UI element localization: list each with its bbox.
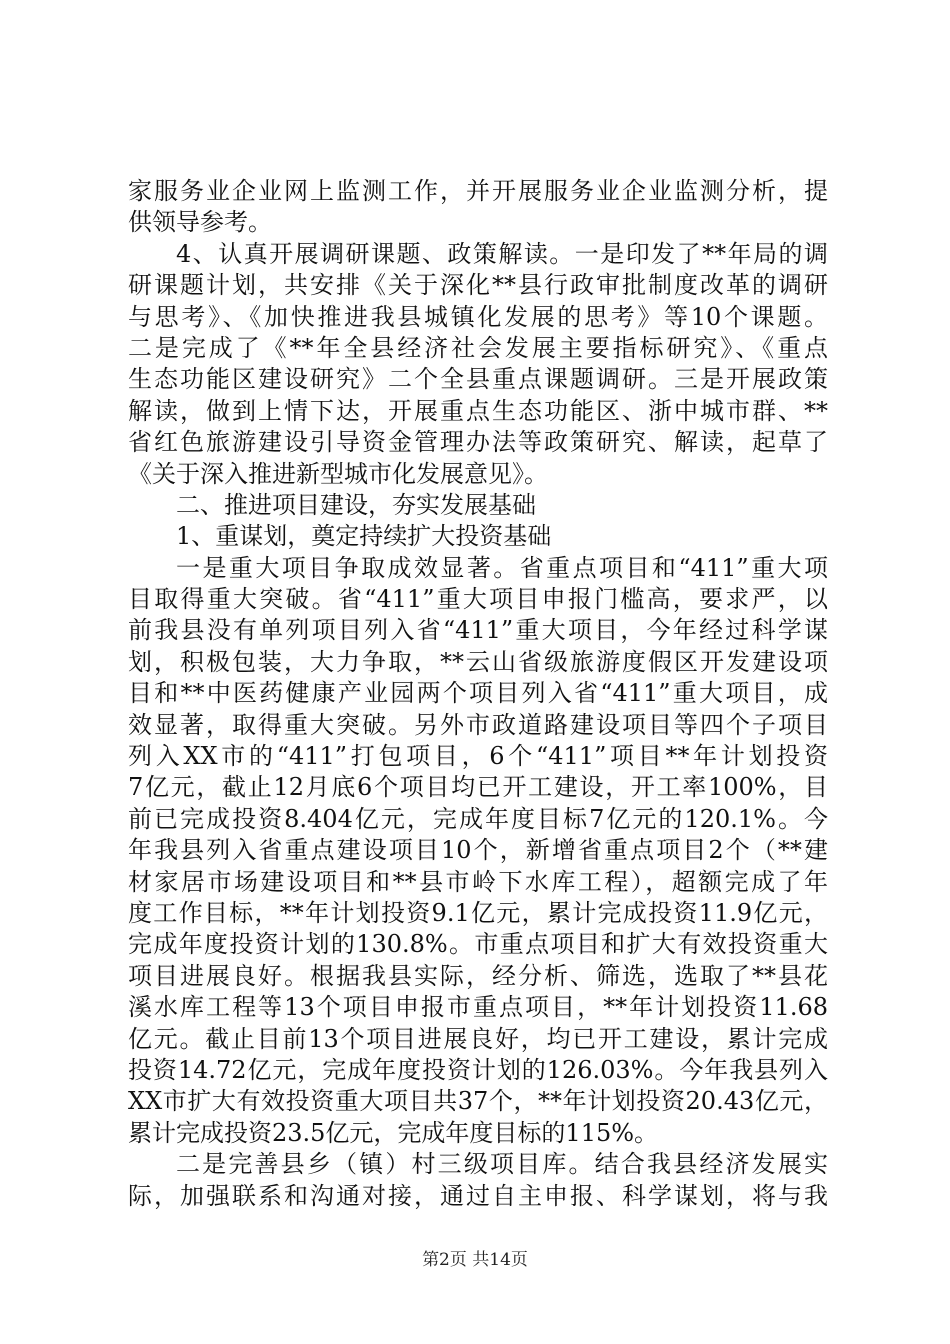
page-footer: 第2页 共14页 bbox=[422, 1250, 528, 1270]
text-line: 完成年度投资计划的130.8%。市重点项目和扩大有效投资重大 bbox=[128, 930, 828, 959]
text-line: 效显著，取得重大突破。另外市政道路建设项目等四个子项目 bbox=[128, 710, 828, 739]
text-line: 投资14.72亿元，完成年度投资计划的126.03%。今年我县列入 bbox=[128, 1055, 828, 1084]
text-line: 际，加强联系和沟通对接，通过自主申报、科学谋划，将与我 bbox=[128, 1181, 828, 1210]
text-line: 4、认真开展调研课题、政策解读。一是印发了**年局的调 bbox=[176, 239, 828, 268]
text-line: 亿元。截止目前13个项目进展良好，均已开工建设，累计完成 bbox=[128, 1024, 828, 1053]
text-line: 1、重谋划，奠定持续扩大投资基础 bbox=[176, 522, 552, 551]
text-line: 材家居市场建设项目和**县市岭下水库工程），超额完成了年 bbox=[128, 867, 828, 896]
text-line: 溪水库工程等13个项目申报市重点项目，**年计划投资11.68 bbox=[128, 993, 828, 1022]
text-line: 目取得重大突破。省“411”重大项目申报门槛高，要求严，以 bbox=[128, 585, 828, 614]
text-line: 度工作目标，**年计划投资9.1亿元，累计完成投资11.9亿元， bbox=[128, 898, 828, 927]
text-line: 前我县没有单列项目列入省“411”重大项目，今年经过科学谋 bbox=[128, 616, 828, 645]
text-line: 二是完成了《**年全县经济社会发展主要指标研究》、《重点 bbox=[128, 333, 828, 362]
text-line: 生态功能区建设研究》二个全县重点课题调研。三是开展政策 bbox=[128, 365, 828, 394]
text-line: 解读，做到上情下达，开展重点生态功能区、浙中城市群、** bbox=[128, 396, 828, 425]
text-line: XX市扩大有效投资重大项目共37个，**年计划投资20.43亿元， bbox=[128, 1087, 828, 1116]
text-line: 家服务业企业网上监测工作，并开展服务业企业监测分析，提 bbox=[128, 177, 828, 205]
text-line: 前已完成投资8.404亿元，完成年度目标7亿元的120.1%。今 bbox=[128, 804, 828, 833]
text-line: 省红色旅游建设引导资金管理办法等政策研究、解读，起草了 bbox=[128, 428, 828, 457]
text-line: 7亿元，截止12月底6个项目均已开工建设，开工率100%，目 bbox=[128, 773, 828, 802]
text-line: 二、推进项目建设，夯实发展基础 bbox=[176, 490, 536, 519]
text-line: 项目进展良好。根据我县实际，经分析、筛选，选取了**县花 bbox=[128, 961, 828, 990]
text-line: 一是重大项目争取成效显著。省重点项目和“411”重大项 bbox=[176, 553, 828, 582]
text-line: 供领导参考。 bbox=[128, 208, 272, 237]
text-line: 列入XX市的“411”打包项目，6个“411”项目**年计划投资 bbox=[128, 742, 828, 771]
text-line: 目和**中医药健康产业园两个项目列入省“411”重大项目，成 bbox=[128, 679, 828, 708]
text-line: 研课题计划，共安排《关于深化**县行政审批制度改革的调研 bbox=[128, 271, 828, 300]
text-line: 累计完成投资23.5亿元，完成年度目标的115%。 bbox=[128, 1118, 659, 1147]
text-line: 二是完善县乡（镇）村三级项目库。结合我县经济发展实 bbox=[176, 1150, 828, 1179]
text-line: 划，积极包装，大力争取，**云山省级旅游度假区开发建设项 bbox=[128, 647, 828, 676]
text-line: 与思考》、《加快推进我县城镇化发展的思考》等10个课题。 bbox=[128, 302, 828, 331]
text-line: 年我县列入省重点建设项目10个，新增省重点项目2个（**建 bbox=[128, 836, 828, 865]
text-line: 《关于深入推进新型城市化发展意见》。 bbox=[128, 459, 548, 488]
document-body bbox=[128, 176, 828, 1212]
